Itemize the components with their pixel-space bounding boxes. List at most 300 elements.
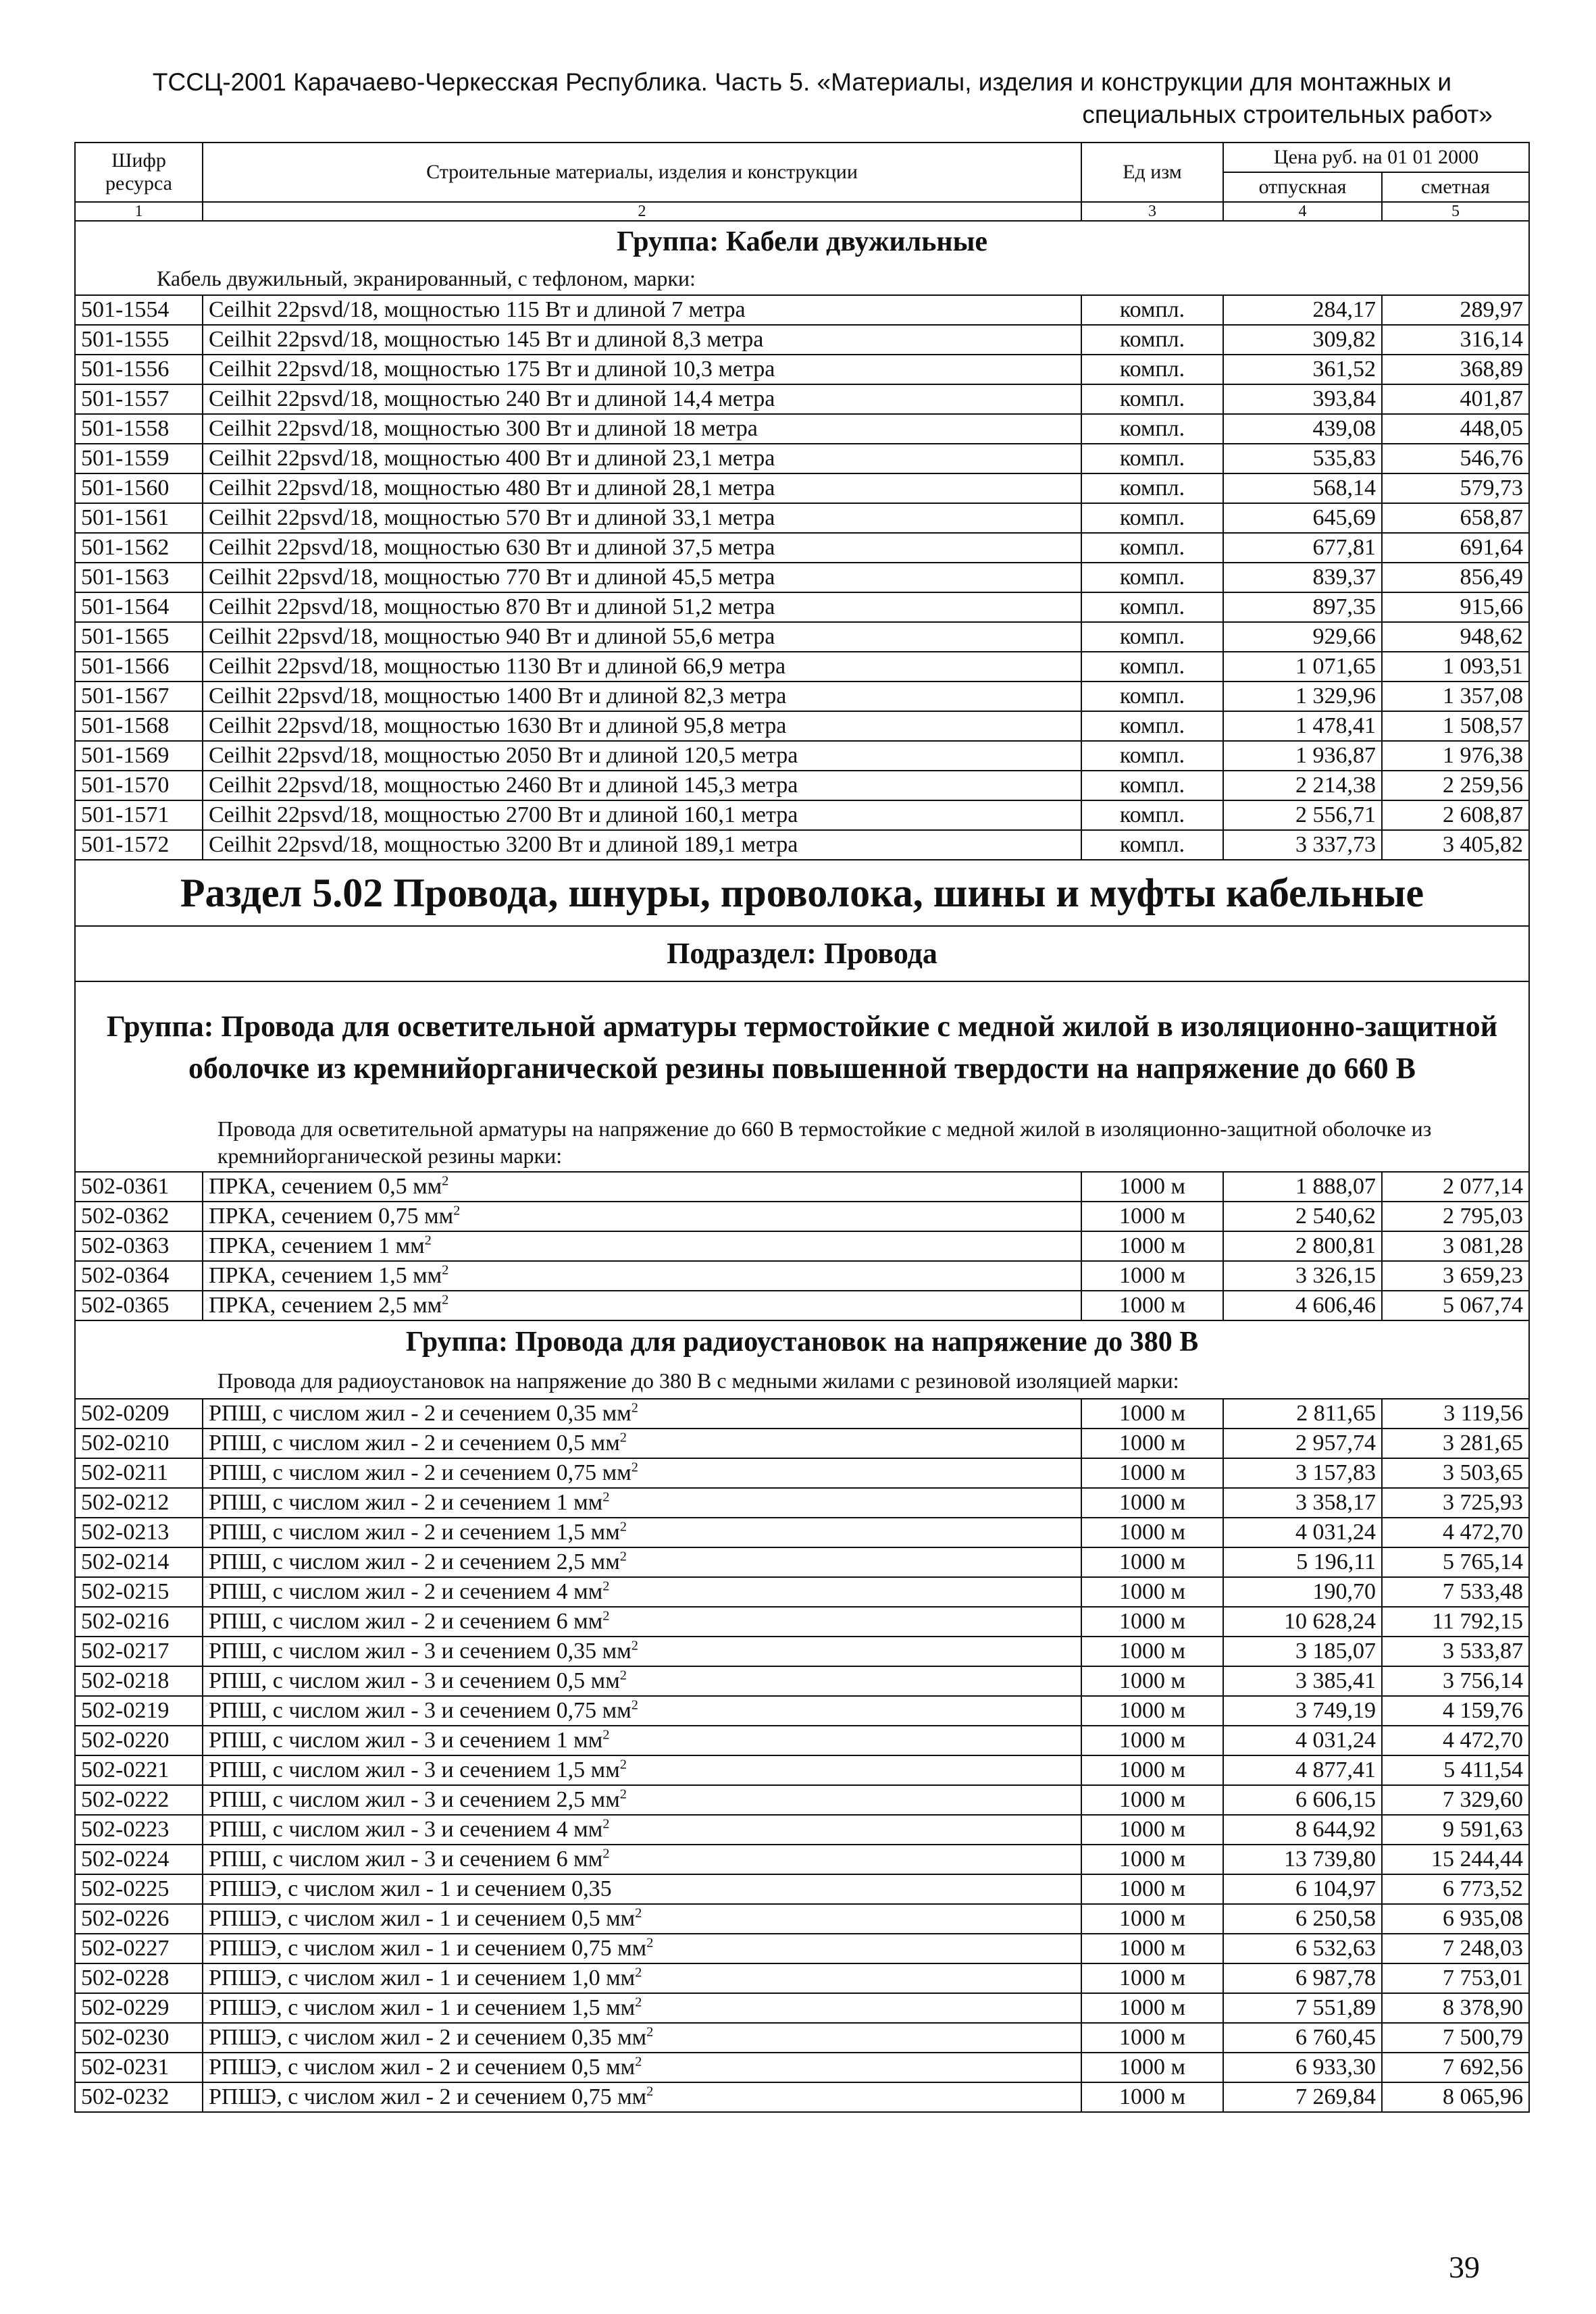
- material-name: Ceilhit 22psvd/18, мощностью 1630 Вт и длиной 95,8 метра: [203, 711, 1081, 741]
- estimate-price: 546,76: [1382, 444, 1529, 473]
- estimate-price: 5 411,54: [1382, 1755, 1529, 1785]
- table-row: [75, 1172, 1529, 1202]
- unit-of-measure: 1000 м: [1081, 1934, 1223, 1963]
- square-superscript: 2: [602, 1578, 610, 1594]
- estimate-price: 11 792,15: [1382, 1607, 1529, 1637]
- square-superscript: 2: [602, 1846, 610, 1861]
- material-name: Ceilhit 22psvd/18, мощностью 400 Вт и длиной 23,1 метра: [203, 444, 1081, 473]
- page-number: 39: [1449, 2250, 1480, 2284]
- table-row: [75, 1696, 1529, 1726]
- group-heading-row: [75, 981, 1529, 1113]
- release-price: 6 606,15: [1223, 1785, 1382, 1815]
- column-number: 1: [75, 202, 203, 221]
- table-row: [75, 830, 1529, 860]
- resource-code: 502-0225: [75, 1874, 203, 1904]
- page-header: [74, 66, 1530, 131]
- table-row: [75, 295, 1529, 325]
- table-row: [75, 1904, 1529, 1934]
- group-note-row: [75, 1363, 1529, 1399]
- material-name: РПШ, с числом жил - 3 и сечением 0,35 $мм^2$: [203, 1637, 1081, 1666]
- table-row: [75, 384, 1529, 414]
- column-header-price: Цена руб. на 01 01 2000: [1223, 143, 1529, 172]
- table-row: [75, 1458, 1529, 1488]
- unit-of-measure: 1000 м: [1081, 1577, 1223, 1607]
- material-name: Ceilhit 22psvd/18, мощностью 1130 Вт и длиной 66,9 метра: [203, 652, 1081, 682]
- unit-of-measure: 1000 м: [1081, 1696, 1223, 1726]
- table-row: [75, 682, 1529, 711]
- release-price: 439,08: [1223, 414, 1382, 444]
- resource-code: 502-0213: [75, 1518, 203, 1547]
- resource-code: 502-0210: [75, 1429, 203, 1458]
- group-note-row: [75, 262, 1529, 295]
- column-number: 2: [203, 202, 1081, 221]
- resource-code: 502-0215: [75, 1577, 203, 1607]
- unit-of-measure: компл.: [1081, 800, 1223, 830]
- estimate-price: 3 081,28: [1382, 1231, 1529, 1261]
- unit-of-measure: 1000 м: [1081, 1815, 1223, 1845]
- material-name: ПРКА, сечением 2,5 $мм^2$: [203, 1291, 1081, 1320]
- resource-code: 502-0364: [75, 1261, 203, 1291]
- material-name: ПРКА, сечением 0,75 $мм^2$: [203, 1202, 1081, 1231]
- group-note-row: [75, 1113, 1529, 1172]
- material-name: ПРКА, сечением 1,5 $мм^2$: [203, 1261, 1081, 1291]
- resource-code: 502-0211: [75, 1458, 203, 1488]
- table-row: [75, 1488, 1529, 1518]
- table-row: [75, 1993, 1529, 2023]
- unit-of-measure: 1000 м: [1081, 1845, 1223, 1874]
- group-heading-row: [75, 1320, 1529, 1363]
- resource-code: 501-1572: [75, 830, 203, 860]
- material-name: РПШЭ, с числом жил - 2 и сечением 0,35 $мм^2$: [203, 2023, 1081, 2053]
- square-superscript: 2: [619, 1519, 627, 1535]
- estimate-price: 1 508,57: [1382, 711, 1529, 741]
- release-price: 7 269,84: [1223, 2082, 1382, 2112]
- square-superscript: 2: [602, 1816, 610, 1832]
- square-superscript: 2: [631, 1460, 638, 1475]
- resource-code: 502-0209: [75, 1399, 203, 1429]
- resource-code: 501-1556: [75, 355, 203, 384]
- release-price: 309,82: [1223, 325, 1382, 355]
- estimate-price: 6 935,08: [1382, 1904, 1529, 1934]
- estimate-price: 3 503,65: [1382, 1458, 1529, 1488]
- unit-of-measure: 1000 м: [1081, 1518, 1223, 1547]
- release-price: 190,70: [1223, 1577, 1382, 1607]
- table-row: [75, 1726, 1529, 1755]
- unit-of-measure: 1000 м: [1081, 1904, 1223, 1934]
- square-superscript: 2: [424, 1233, 432, 1248]
- material-name: РПШ, с числом жил - 3 и сечением 6 $мм^2$: [203, 1845, 1081, 1874]
- square-superscript: 2: [442, 1262, 449, 1278]
- material-name: РПШ, с числом жил - 2 и сечением 0,35 $мм^2$: [203, 1399, 1081, 1429]
- table-row: [75, 1874, 1529, 1904]
- resource-code: 501-1554: [75, 295, 203, 325]
- estimate-price: 3 405,82: [1382, 830, 1529, 860]
- column-header-code: Шифр ресурса: [75, 143, 203, 202]
- table-row: [75, 473, 1529, 503]
- unit-of-measure: компл.: [1081, 384, 1223, 414]
- estimate-price: 1 976,38: [1382, 741, 1529, 771]
- material-name: РПШЭ, с числом жил - 2 и сечением 0,75 $мм^2$: [203, 2082, 1081, 2112]
- group-title: Группа: Провода для радиоустановок на напряжение до 380 В: [75, 1320, 1529, 1363]
- table-row: [75, 1429, 1529, 1458]
- unit-of-measure: компл.: [1081, 592, 1223, 622]
- release-price: 568,14: [1223, 473, 1382, 503]
- square-superscript: 2: [635, 1995, 642, 2010]
- table-row: [75, 503, 1529, 533]
- estimate-price: 2 077,14: [1382, 1172, 1529, 1202]
- square-superscript: 2: [442, 1173, 449, 1189]
- resource-code: 502-0362: [75, 1202, 203, 1231]
- resource-code: 502-0363: [75, 1231, 203, 1261]
- resource-code: 501-1571: [75, 800, 203, 830]
- square-superscript: 2: [453, 1203, 461, 1218]
- unit-of-measure: компл.: [1081, 295, 1223, 325]
- unit-of-measure: компл.: [1081, 563, 1223, 592]
- release-price: 5 196,11: [1223, 1547, 1382, 1577]
- material-name: РПШ, с числом жил - 3 и сечением 0,75 $мм^2$: [203, 1696, 1081, 1726]
- estimate-price: 15 244,44: [1382, 1845, 1529, 1874]
- material-name: Ceilhit 22psvd/18, мощностью 115 Вт и длиной 7 метра: [203, 295, 1081, 325]
- group-note: Провода для осветительной арматуры на напряжение до 660 В термостойкие с медной жилой в изоляционно-защитной оболочке из кремнийорганической резины марки:: [75, 1113, 1529, 1172]
- unit-of-measure: компл.: [1081, 355, 1223, 384]
- unit-of-measure: 1000 м: [1081, 1547, 1223, 1577]
- release-price: 1 329,96: [1223, 682, 1382, 711]
- estimate-price: 1 093,51: [1382, 652, 1529, 682]
- material-name: Ceilhit 22psvd/18, мощностью 175 Вт и длиной 10,3 метра: [203, 355, 1081, 384]
- unit-of-measure: компл.: [1081, 830, 1223, 860]
- release-price: 4 031,24: [1223, 1518, 1382, 1547]
- unit-of-measure: компл.: [1081, 325, 1223, 355]
- resource-code: 502-0220: [75, 1726, 203, 1755]
- unit-of-measure: 1000 м: [1081, 1666, 1223, 1696]
- unit-of-measure: 1000 м: [1081, 1755, 1223, 1785]
- unit-of-measure: компл.: [1081, 503, 1223, 533]
- unit-of-measure: 1000 м: [1081, 1458, 1223, 1488]
- resource-code: 501-1561: [75, 503, 203, 533]
- resource-code: 502-0214: [75, 1547, 203, 1577]
- table-row: [75, 1637, 1529, 1666]
- resource-code: 502-0229: [75, 1993, 203, 2023]
- estimate-price: 8 065,96: [1382, 2082, 1529, 2112]
- release-price: 2 214,38: [1223, 771, 1382, 800]
- price-table-body: [75, 143, 1529, 2112]
- material-name: Ceilhit 22psvd/18, мощностью 300 Вт и длиной 18 метра: [203, 414, 1081, 444]
- release-price: 3 337,73: [1223, 830, 1382, 860]
- release-price: 1 478,41: [1223, 711, 1382, 741]
- release-price: 2 957,74: [1223, 1429, 1382, 1458]
- table-row: [75, 1261, 1529, 1291]
- estimate-price: 4 472,70: [1382, 1518, 1529, 1547]
- estimate-price: 658,87: [1382, 503, 1529, 533]
- header-line-2: специальных строительных работ»: [1082, 101, 1493, 128]
- release-price: 3 358,17: [1223, 1488, 1382, 1518]
- estimate-price: 4 159,76: [1382, 1696, 1529, 1726]
- column-header-unit: Ед изм: [1081, 143, 1223, 202]
- material-name: ПРКА, сечением 0,5 $мм^2$: [203, 1172, 1081, 1202]
- material-name: Ceilhit 22psvd/18, мощностью 2050 Вт и длиной 120,5 метра: [203, 741, 1081, 771]
- square-superscript: 2: [635, 1905, 642, 1921]
- unit-of-measure: компл.: [1081, 444, 1223, 473]
- release-price: 13 739,80: [1223, 1845, 1382, 1874]
- resource-code: 501-1563: [75, 563, 203, 592]
- material-name: РПШ, с числом жил - 2 и сечением 4 $мм^2$: [203, 1577, 1081, 1607]
- resource-code: 501-1569: [75, 741, 203, 771]
- table-row: [75, 1291, 1529, 1320]
- table-row: [75, 741, 1529, 771]
- material-name: РПШ, с числом жил - 3 и сечением 1,5 $мм^2$: [203, 1755, 1081, 1785]
- material-name: РПШ, с числом жил - 2 и сечением 1,5 $мм^2$: [203, 1518, 1081, 1547]
- material-name: РПШ, с числом жил - 2 и сечением 6 $мм^2$: [203, 1607, 1081, 1637]
- resource-code: 502-0216: [75, 1607, 203, 1637]
- release-price: 2 811,65: [1223, 1399, 1382, 1429]
- estimate-price: 3 533,87: [1382, 1637, 1529, 1666]
- estimate-price: 579,73: [1382, 473, 1529, 503]
- estimate-price: 3 725,93: [1382, 1488, 1529, 1518]
- release-price: 10 628,24: [1223, 1607, 1382, 1637]
- resource-code: 502-0227: [75, 1934, 203, 1963]
- section-title: Раздел 5.02 Провода, шнуры, проволока, шины и муфты кабельные: [75, 860, 1529, 926]
- unit-of-measure: компл.: [1081, 652, 1223, 682]
- resource-code: 501-1570: [75, 771, 203, 800]
- estimate-price: 8 378,90: [1382, 1993, 1529, 2023]
- resource-code: 501-1567: [75, 682, 203, 711]
- unit-of-measure: компл.: [1081, 414, 1223, 444]
- table-header-row-1: [75, 143, 1529, 172]
- table-row: [75, 563, 1529, 592]
- resource-code: 501-1566: [75, 652, 203, 682]
- group-title: Группа: Кабели двужильные: [75, 221, 1529, 262]
- resource-code: 502-0230: [75, 2023, 203, 2053]
- release-price: 361,52: [1223, 355, 1382, 384]
- material-name: Ceilhit 22psvd/18, мощностью 940 Вт и длиной 55,6 метра: [203, 622, 1081, 652]
- table-row: [75, 444, 1529, 473]
- square-superscript: 2: [646, 1935, 654, 1951]
- table-row: [75, 800, 1529, 830]
- estimate-price: 7 248,03: [1382, 1934, 1529, 1963]
- unit-of-measure: компл.: [1081, 622, 1223, 652]
- square-superscript: 2: [631, 1638, 638, 1653]
- square-superscript: 2: [602, 1727, 610, 1743]
- column-header-release: отпускная: [1223, 172, 1382, 202]
- unit-of-measure: 1000 м: [1081, 1637, 1223, 1666]
- material-name: РПШЭ, с числом жил - 2 и сечением 0,5 $мм^2$: [203, 2053, 1081, 2082]
- square-superscript: 2: [602, 1489, 610, 1505]
- material-name: РПШЭ, с числом жил - 1 и сечением 0,5 $мм^2$: [203, 1904, 1081, 1934]
- release-price: 1 936,87: [1223, 741, 1382, 771]
- resource-code: 502-0221: [75, 1755, 203, 1785]
- resource-code: 502-0361: [75, 1172, 203, 1202]
- resource-code: 502-0365: [75, 1291, 203, 1320]
- column-number-row: [75, 202, 1529, 221]
- release-price: 3 185,07: [1223, 1637, 1382, 1666]
- release-price: 677,81: [1223, 533, 1382, 563]
- material-name: Ceilhit 22psvd/18, мощностью 240 Вт и длиной 14,4 метра: [203, 384, 1081, 414]
- unit-of-measure: 1000 м: [1081, 1726, 1223, 1755]
- estimate-price: 7 533,48: [1382, 1577, 1529, 1607]
- table-row: [75, 622, 1529, 652]
- release-price: 2 540,62: [1223, 1202, 1382, 1231]
- release-price: 1 071,65: [1223, 652, 1382, 682]
- material-name: РПШЭ, с числом жил - 1 и сечением 1,0 $мм^2$: [203, 1963, 1081, 1993]
- release-price: 6 933,30: [1223, 2053, 1382, 2082]
- estimate-price: 948,62: [1382, 622, 1529, 652]
- material-name: Ceilhit 22psvd/18, мощностью 480 Вт и длиной 28,1 метра: [203, 473, 1081, 503]
- resource-code: 501-1559: [75, 444, 203, 473]
- release-price: 645,69: [1223, 503, 1382, 533]
- resource-code: 501-1564: [75, 592, 203, 622]
- resource-code: 502-0231: [75, 2053, 203, 2082]
- release-price: 284,17: [1223, 295, 1382, 325]
- table-row: [75, 2082, 1529, 2112]
- release-price: 535,83: [1223, 444, 1382, 473]
- release-price: 2 556,71: [1223, 800, 1382, 830]
- estimate-price: 856,49: [1382, 563, 1529, 592]
- estimate-price: 368,89: [1382, 355, 1529, 384]
- column-number: 3: [1081, 202, 1223, 221]
- resource-code: 502-0223: [75, 1815, 203, 1845]
- estimate-price: 7 692,56: [1382, 2053, 1529, 2082]
- unit-of-measure: 1000 м: [1081, 1785, 1223, 1815]
- material-name: РПШ, с числом жил - 2 и сечением 2,5 $мм^2$: [203, 1547, 1081, 1577]
- square-superscript: 2: [602, 1608, 610, 1624]
- release-price: 4 877,41: [1223, 1755, 1382, 1785]
- table-row: [75, 771, 1529, 800]
- column-number: 5: [1382, 202, 1529, 221]
- resource-code: 501-1565: [75, 622, 203, 652]
- table-row: [75, 2053, 1529, 2082]
- square-superscript: 2: [646, 2024, 654, 2040]
- estimate-price: 7 329,60: [1382, 1785, 1529, 1815]
- release-price: 3 326,15: [1223, 1261, 1382, 1291]
- table-row: [75, 1399, 1529, 1429]
- price-table: [74, 142, 1530, 2113]
- section-heading-row: [75, 860, 1529, 926]
- release-price: 393,84: [1223, 384, 1382, 414]
- estimate-price: 3 756,14: [1382, 1666, 1529, 1696]
- square-superscript: 2: [635, 1965, 642, 1980]
- table-row: [75, 1518, 1529, 1547]
- unit-of-measure: 1000 м: [1081, 1488, 1223, 1518]
- table-row: [75, 325, 1529, 355]
- subsection-heading-row: [75, 926, 1529, 981]
- unit-of-measure: компл.: [1081, 533, 1223, 563]
- table-row: [75, 1577, 1529, 1607]
- table-row: [75, 1547, 1529, 1577]
- group-title: Группа: Провода для осветительной арматуры термостойкие с медной жилой в изоляционно-защитной оболочке из кремнийорганической резины повышенной твердости на напряжение до 660 В: [75, 981, 1529, 1113]
- material-name: Ceilhit 22psvd/18, мощностью 870 Вт и длиной 51,2 метра: [203, 592, 1081, 622]
- estimate-price: 9 591,63: [1382, 1815, 1529, 1845]
- table-row: [75, 414, 1529, 444]
- material-name: РПШ, с числом жил - 3 и сечением 1 $мм^2$: [203, 1726, 1081, 1755]
- table-row: [75, 1845, 1529, 1874]
- resource-code: 502-0232: [75, 2082, 203, 2112]
- unit-of-measure: 1000 м: [1081, 1874, 1223, 1904]
- subsection-title: Подраздел: Провода: [75, 926, 1529, 981]
- release-price: 2 800,81: [1223, 1231, 1382, 1261]
- release-price: 3 385,41: [1223, 1666, 1382, 1696]
- unit-of-measure: 1000 м: [1081, 2023, 1223, 2053]
- release-price: 6 987,78: [1223, 1963, 1382, 1993]
- square-superscript: 2: [635, 2054, 642, 2069]
- estimate-price: 316,14: [1382, 325, 1529, 355]
- release-price: 6 760,45: [1223, 2023, 1382, 2053]
- unit-of-measure: 1000 м: [1081, 1963, 1223, 1993]
- square-superscript: 2: [619, 1549, 627, 1564]
- material-name: РПШЭ, с числом жил - 1 и сечением 1,5 $мм^2$: [203, 1993, 1081, 2023]
- material-name: РПШЭ, с числом жил - 1 и сечением 0,35: [203, 1874, 1081, 1904]
- group-note: Кабель двужильный, экранированный, с тефлоном, марки:: [75, 262, 1529, 295]
- estimate-price: 5 765,14: [1382, 1547, 1529, 1577]
- unit-of-measure: 1000 м: [1081, 1429, 1223, 1458]
- unit-of-measure: 1000 м: [1081, 1993, 1223, 2023]
- material-name: РПШ, с числом жил - 3 и сечением 0,5 $мм^2$: [203, 1666, 1081, 1696]
- material-name: Ceilhit 22psvd/18, мощностью 145 Вт и длиной 8,3 метра: [203, 325, 1081, 355]
- estimate-price: 7 753,01: [1382, 1963, 1529, 1993]
- resource-code: 502-0219: [75, 1696, 203, 1726]
- unit-of-measure: компл.: [1081, 711, 1223, 741]
- resource-code: 502-0212: [75, 1488, 203, 1518]
- estimate-price: 915,66: [1382, 592, 1529, 622]
- release-price: 7 551,89: [1223, 1993, 1382, 2023]
- material-name: Ceilhit 22psvd/18, мощностью 570 Вт и длиной 33,1 метра: [203, 503, 1081, 533]
- release-price: 6 104,97: [1223, 1874, 1382, 1904]
- estimate-price: 3 281,65: [1382, 1429, 1529, 1458]
- release-price: 8 644,92: [1223, 1815, 1382, 1845]
- material-name: РПШЭ, с числом жил - 1 и сечением 0,75 $мм^2$: [203, 1934, 1081, 1963]
- table-row: [75, 1963, 1529, 1993]
- estimate-price: 448,05: [1382, 414, 1529, 444]
- estimate-price: 289,97: [1382, 295, 1529, 325]
- material-name: Ceilhit 22psvd/18, мощностью 2700 Вт и длиной 160,1 метра: [203, 800, 1081, 830]
- table-row: [75, 355, 1529, 384]
- unit-of-measure: 1000 м: [1081, 1607, 1223, 1637]
- table-row: [75, 2023, 1529, 2053]
- column-header-estimate: сметная: [1382, 172, 1529, 202]
- estimate-price: 4 472,70: [1382, 1726, 1529, 1755]
- material-name: Ceilhit 22psvd/18, мощностью 770 Вт и длиной 45,5 метра: [203, 563, 1081, 592]
- column-header-name: Строительные материалы, изделия и конструкции: [203, 143, 1081, 202]
- header-line-1: ТССЦ-2001 Карачаево-Черкесская Республика. Часть 5. «Материалы, изделия и конструкции для монтажных и: [152, 68, 1452, 96]
- resource-code: 502-0222: [75, 1785, 203, 1815]
- resource-code: 502-0228: [75, 1963, 203, 1993]
- estimate-price: 691,64: [1382, 533, 1529, 563]
- material-name: РПШ, с числом жил - 2 и сечением 0,75 $мм^2$: [203, 1458, 1081, 1488]
- square-superscript: 2: [646, 2084, 654, 2099]
- square-superscript: 2: [619, 1786, 627, 1802]
- unit-of-measure: компл.: [1081, 771, 1223, 800]
- material-name: РПШ, с числом жил - 2 и сечением 1 $мм^2$: [203, 1488, 1081, 1518]
- release-price: 6 532,63: [1223, 1934, 1382, 1963]
- table-row: [75, 1666, 1529, 1696]
- square-superscript: 2: [619, 1430, 627, 1445]
- material-name: РПШ, с числом жил - 2 и сечением 0,5 $мм^2$: [203, 1429, 1081, 1458]
- unit-of-measure: компл.: [1081, 473, 1223, 503]
- group-note: Провода для радиоустановок на напряжение до 380 В с медными жилами с резиновой изоляцией марки:: [75, 1363, 1529, 1399]
- material-name: Ceilhit 22psvd/18, мощностью 1400 Вт и длиной 82,3 метра: [203, 682, 1081, 711]
- unit-of-measure: 1000 м: [1081, 1261, 1223, 1291]
- column-number: 4: [1223, 202, 1382, 221]
- release-price: 4 606,46: [1223, 1291, 1382, 1320]
- material-name: Ceilhit 22psvd/18, мощностью 3200 Вт и длиной 189,1 метра: [203, 830, 1081, 860]
- table-row: [75, 1785, 1529, 1815]
- unit-of-measure: 1000 м: [1081, 1202, 1223, 1231]
- unit-of-measure: 1000 м: [1081, 2082, 1223, 2112]
- table-row: [75, 652, 1529, 682]
- estimate-price: 401,87: [1382, 384, 1529, 414]
- release-price: 6 250,58: [1223, 1904, 1382, 1934]
- estimate-price: 7 500,79: [1382, 2023, 1529, 2053]
- square-superscript: 2: [631, 1400, 638, 1416]
